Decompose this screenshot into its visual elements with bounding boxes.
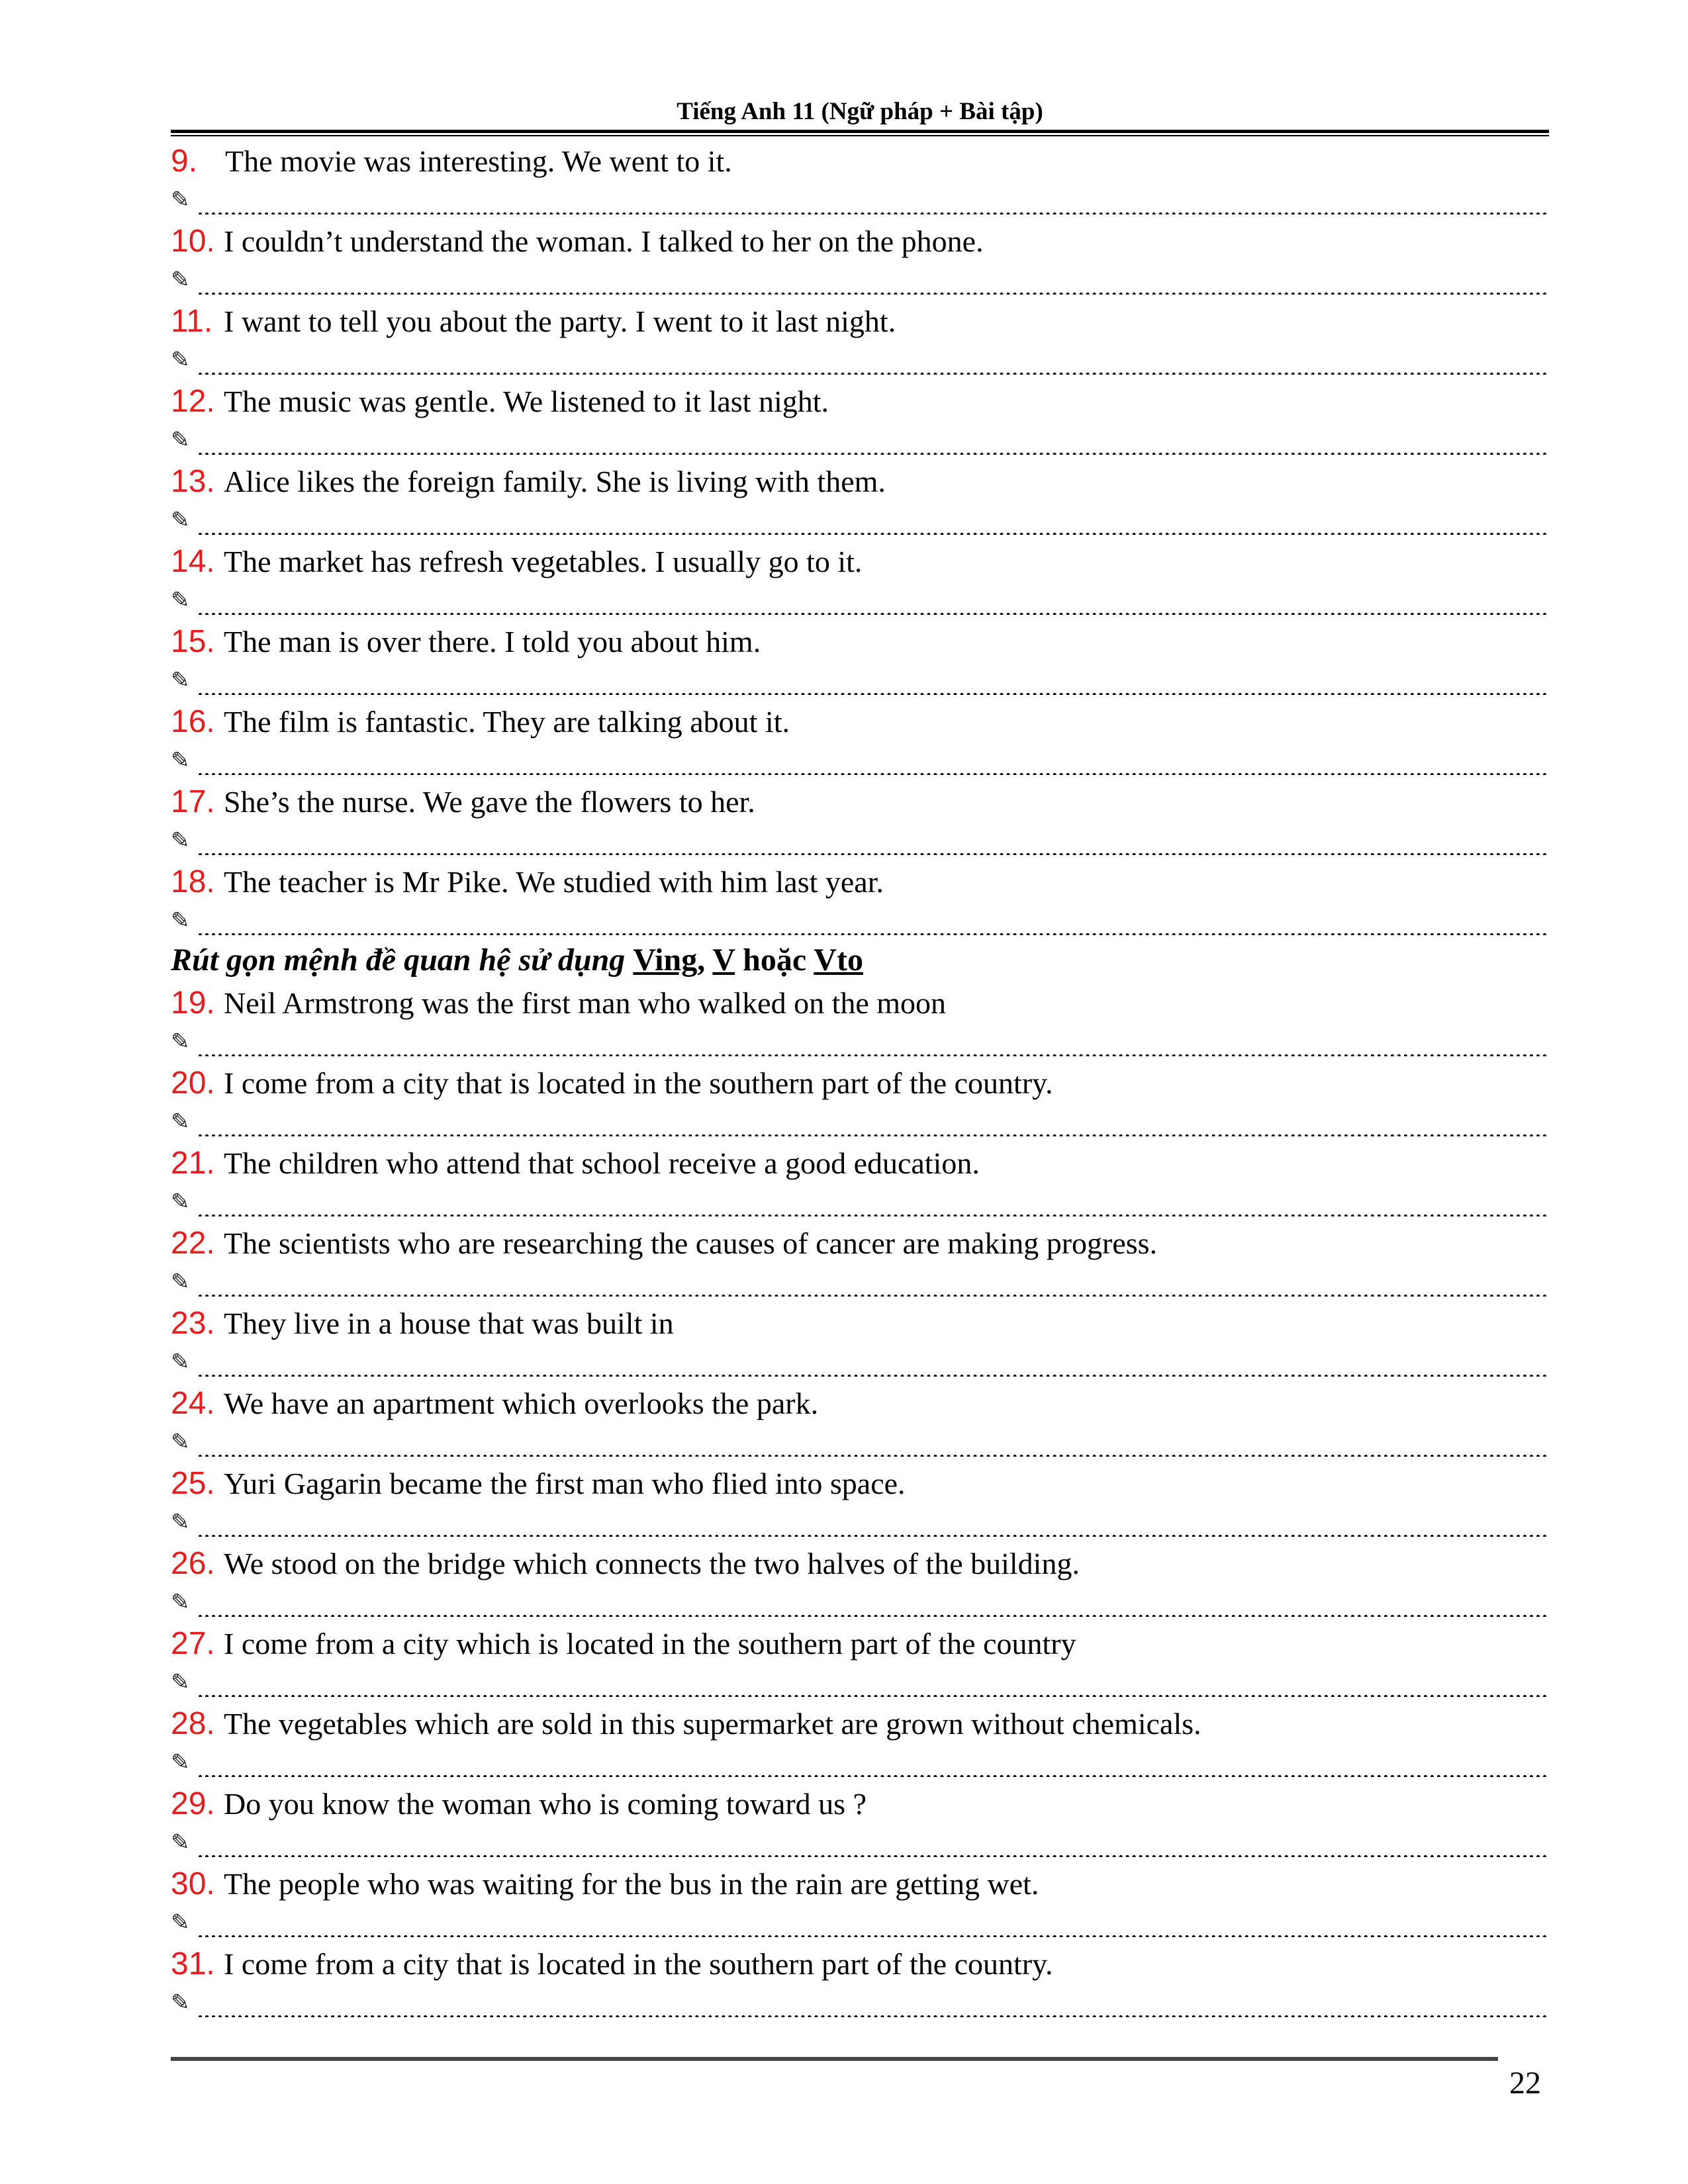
pencil-icon: ✎ — [171, 1109, 190, 1135]
exercise-item — [171, 219, 1549, 299]
header-rule — [171, 130, 1549, 133]
section-heading-vto: Vto — [814, 942, 863, 978]
pencil-icon: ✎ — [171, 187, 190, 213]
answer-line[interactable] — [171, 1825, 1549, 1857]
exercise-sentence: I come from a city that is located in the southern part of the country. — [224, 1066, 1053, 1100]
answer-line[interactable] — [171, 1665, 1549, 1697]
exercise-sentence: We have an apartment which overlooks the park. — [224, 1387, 819, 1420]
exercise-item — [171, 459, 1549, 539]
exercise-item — [171, 619, 1549, 700]
exercise-number: 28. — [171, 1706, 215, 1741]
pencil-icon: ✎ — [171, 747, 190, 774]
exercise-item — [171, 1782, 1549, 1862]
exercise-item — [171, 1862, 1549, 1942]
exercise-sentence: The scientists who are researching the causes of cancer are making progress. — [224, 1226, 1158, 1260]
answer-line[interactable] — [171, 1745, 1549, 1777]
exercise-number: 19. — [171, 985, 215, 1021]
section-heading-prefix: Rút gọn mệnh đề quan hệ sử dụng — [171, 942, 633, 978]
pencil-icon: ✎ — [171, 667, 190, 694]
footer-rule — [171, 2057, 1498, 2061]
page-number: 22 — [1509, 2066, 1541, 2101]
answer-line[interactable] — [171, 263, 1549, 295]
exercise-item — [171, 1942, 1549, 2022]
exercise-number: 12. — [171, 384, 215, 419]
exercise-sentence: I couldn’t understand the woman. I talked to her on the phone. — [224, 224, 984, 258]
exercise-sentence: Neil Armstrong was the first man who walked on the moon — [224, 986, 947, 1020]
exercise-number: 27. — [171, 1626, 215, 1661]
exercise-item — [171, 1301, 1549, 1381]
exercise-item — [171, 1541, 1549, 1621]
exercise-item — [171, 1221, 1549, 1301]
answer-line[interactable] — [171, 1585, 1549, 1617]
exercise-number: 31. — [171, 1946, 215, 1981]
exercise-sentence: She’s the nurse. We gave the flowers to her. — [224, 785, 755, 819]
pencil-icon: ✎ — [171, 1829, 190, 1856]
exercise-number: 17. — [171, 784, 215, 819]
answer-line[interactable] — [171, 583, 1549, 615]
exercise-number: 26. — [171, 1546, 215, 1581]
section-heading-ving: Ving — [633, 942, 698, 978]
exercise-item — [171, 379, 1549, 459]
exercise-number: 14. — [171, 544, 215, 579]
exercise-number: 18. — [171, 864, 215, 899]
exercise-sentence: The man is over there. I told you about him. — [224, 625, 761, 659]
exercise-number: 21. — [171, 1146, 215, 1181]
exercise-number: 30. — [171, 1866, 215, 1901]
exercise-item — [171, 139, 1549, 219]
exercise-number: 25. — [171, 1466, 215, 1501]
answer-line[interactable] — [171, 1024, 1549, 1056]
exercise-item — [171, 981, 1549, 1061]
exercise-sentence: Yuri Gagarin became the first man who flied into space. — [224, 1467, 906, 1500]
exercise-sentence: I come from a city that is located in the southern part of the country. — [224, 1947, 1053, 1981]
section-heading — [171, 940, 1549, 981]
exercise-sentence: The teacher is Mr Pike. We studied with him last year. — [224, 865, 884, 899]
pencil-icon: ✎ — [171, 347, 190, 373]
pencil-icon: ✎ — [171, 1189, 190, 1215]
exercise-number: 23. — [171, 1306, 215, 1341]
section-heading-comma: , — [697, 942, 713, 978]
exercise-sentence: The vegetables which are sold in this supermarket are grown without chemicals. — [224, 1707, 1201, 1741]
answer-line[interactable] — [171, 1985, 1549, 2017]
pencil-icon: ✎ — [171, 1269, 190, 1295]
answer-line[interactable] — [171, 743, 1549, 775]
answer-line[interactable] — [171, 663, 1549, 695]
pencil-icon: ✎ — [171, 827, 190, 854]
page-header: Tiếng Anh 11 (Ngữ pháp + Bài tập) — [677, 98, 1043, 125]
answer-line[interactable] — [171, 503, 1549, 535]
pencil-icon: ✎ — [171, 267, 190, 293]
exercise-sentence: The people who was waiting for the bus in the rain are getting wet. — [224, 1867, 1039, 1901]
exercise-sentence: I come from a city which is located in the southern part of the country — [224, 1627, 1076, 1661]
exercise-number: 22. — [171, 1226, 215, 1261]
exercise-list — [171, 139, 1549, 2022]
answer-line[interactable] — [171, 343, 1549, 375]
exercise-sentence: Do you know the woman who is coming toward us ? — [224, 1787, 867, 1821]
exercise-item — [171, 860, 1549, 940]
answer-line[interactable] — [171, 183, 1549, 214]
exercise-item — [171, 1381, 1549, 1461]
exercise-sentence: The children who attend that school receive a good education. — [224, 1146, 980, 1180]
pencil-icon: ✎ — [171, 1989, 190, 2016]
exercise-item — [171, 1061, 1549, 1141]
pencil-icon: ✎ — [171, 1749, 190, 1776]
pencil-icon: ✎ — [171, 427, 190, 453]
exercise-item — [171, 1141, 1549, 1221]
exercise-number: 15. — [171, 624, 215, 659]
exercise-number: 9. — [171, 144, 198, 179]
pencil-icon: ✎ — [171, 1669, 190, 1696]
section-heading-hoac: hoặc — [735, 942, 814, 978]
section-heading-v: V — [712, 942, 735, 978]
exercise-number: 20. — [171, 1066, 215, 1101]
answer-line[interactable] — [171, 823, 1549, 855]
exercise-number: 11. — [171, 304, 213, 339]
exercise-sentence: The music was gentle. We listened to it last night. — [224, 385, 829, 418]
answer-line[interactable] — [171, 423, 1549, 455]
exercise-number: 16. — [171, 704, 215, 739]
exercise-number: 29. — [171, 1786, 215, 1821]
pencil-icon: ✎ — [171, 587, 190, 614]
answer-line[interactable] — [171, 1505, 1549, 1537]
pencil-icon: ✎ — [171, 1028, 190, 1055]
pencil-icon: ✎ — [171, 907, 190, 934]
pencil-icon: ✎ — [171, 1429, 190, 1455]
answer-line[interactable] — [171, 1905, 1549, 1937]
exercise-sentence: The market has refresh vegetables. I usually go to it. — [224, 545, 863, 578]
exercise-item — [171, 299, 1549, 379]
exercise-sentence: The film is fantastic. They are talking about it. — [224, 705, 790, 739]
pencil-icon: ✎ — [171, 507, 190, 533]
exercise-item — [171, 1621, 1549, 1702]
pencil-icon: ✎ — [171, 1589, 190, 1615]
exercise-number: 13. — [171, 464, 215, 499]
exercise-sentence: They live in a house that was built in — [224, 1306, 674, 1340]
exercise-item — [171, 1702, 1549, 1782]
pencil-icon: ✎ — [171, 1909, 190, 1936]
exercise-sentence: Alice likes the foreign family. She is living with them. — [224, 465, 886, 498]
exercise-item — [171, 539, 1549, 619]
exercise-number: 24. — [171, 1386, 215, 1421]
exercise-item — [171, 780, 1549, 860]
header-rule-thin — [171, 135, 1549, 136]
exercise-sentence: I want to tell you about the party. I went to it last night. — [224, 304, 896, 338]
pencil-icon: ✎ — [171, 1509, 190, 1535]
exercise-sentence: We stood on the bridge which connects the two halves of the building. — [224, 1547, 1080, 1580]
answer-line[interactable] — [171, 1345, 1549, 1377]
exercise-number: 10. — [171, 224, 215, 259]
exercise-item — [171, 1461, 1549, 1541]
answer-line[interactable] — [171, 1185, 1549, 1216]
answer-line[interactable] — [171, 1105, 1549, 1136]
pencil-icon: ✎ — [171, 1349, 190, 1375]
answer-line[interactable] — [171, 1265, 1549, 1297]
exercise-sentence: The movie was interesting. We went to it. — [225, 144, 732, 178]
exercise-item — [171, 700, 1549, 780]
answer-line[interactable] — [171, 1425, 1549, 1457]
answer-line[interactable] — [171, 903, 1549, 935]
